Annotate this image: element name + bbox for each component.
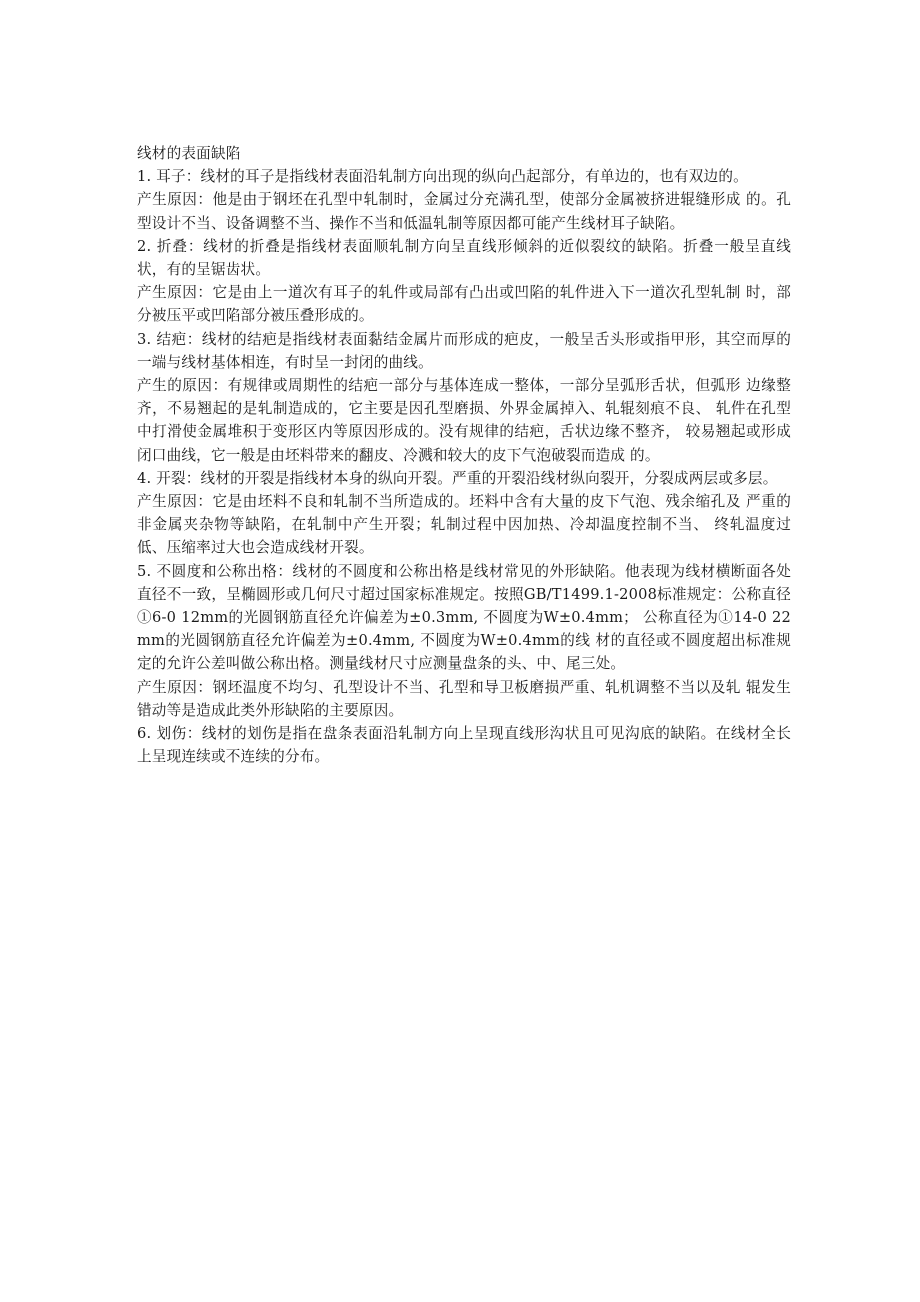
paragraph-fold-cause: 产生原因：它是由上一道次有耳子的轧件或局部有凸出或凹陷的轧件进入下一道次孔型轧制 时，部分被压平或凹陷部分被压叠形成的。 [137, 284, 791, 325]
paragraph-ovality-definition: 5. 不圆度和公称出格：线材的不圆度和公称出格是线材常见的外形缺陷。他表现为线材横断面各处直径不一致，呈椭圆形或几何尺寸超过国家标准规定。按照GB/T1499.1-2008标准规定：公称直径①6-0 12mm的光圆钢筋直径允许偏差为±0.3mm, 不圆度为W±0.4mm； 公称直径为①14-0 22mm的光圆钢筋直径允许偏差为±0.4mm, 不圆度为W±0.4mm的线 材的直径或不圆度超出标准规定的允许公差叫做公称出格。测量线材尺寸应测量盘条的头、中、尾三处。 [137, 562, 791, 673]
paragraph-crack-cause: 产生原因：它是由坯料不良和轧制不当所造成的。坯料中含有大量的皮下气泡、残余缩孔及 严重的非金属夹杂物等缺陷，在轧制中产生开裂；轧制过程中因加热、冷却温度控制不当、 终轧温度过低、压缩率过大也会造成线材开裂。 [137, 493, 791, 557]
document-body [137, 142, 791, 768]
document-title: 线材的表面缺陷 [137, 145, 241, 162]
paragraph-scratch-definition: 6. 划伤：线材的划伤是指在盘条表面沿轧制方向上呈现直线形沟状且可见沟底的缺陷。在线材全长上呈现连续或不连续的分布。 [137, 725, 791, 766]
paragraph-scab-definition: 3. 结疤：线材的结疤是指线材表面黏结金属片而形成的疤皮，一般呈舌头形或指甲形，其空而厚的一端与线材基体相连，有时呈一封闭的曲线。 [137, 330, 791, 371]
paragraph-scab-cause: 产生的原因：有规律或周期性的结疤一部分与基体连成一整体，一部分呈弧形舌状，但弧形 边缘整齐，不易翘起的是轧制造成的，它主要是因孔型磨损、外界金属掉入、轧辊刻痕不良、 轧件在孔型中打滑使金属堆积于变形区内等原因形成的。没有规律的结疤，舌状边缘不整齐， 较易翘起或形成闭口曲线，它一般是由坯料带来的翻皮、冷溅和较大的皮下气泡破裂而造成 的。 [137, 377, 791, 464]
paragraph-ear-definition: 1. 耳子：线材的耳子是指线材表面沿轧制方向出现的纵向凸起部分，有单边的，也有双边的。 [137, 168, 748, 186]
paragraph-ovality-cause: 产生原因：钢坯温度不均匀、孔型设计不当、孔型和导卫板磨损严重、轧机调整不当以及轧 辊发生错动等是造成此类外形缺陷的主要原因。 [137, 678, 791, 719]
paragraph-ear-cause: 产生原因：他是由于钢坯在孔型中轧制时，金属过分充满孔型，使部分金属被挤进辊缝形成 的。孔型设计不当、设备调整不当、操作不当和低温轧制等原因都可能产生线材耳子缺陷。 [137, 191, 791, 232]
paragraph-crack-definition: 4. 开裂：线材的开裂是指线材本身的纵向开裂。严重的开裂沿线材纵向裂开，分裂成两层或多层。 [137, 469, 778, 487]
paragraph-fold-definition: 2. 折叠：线材的折叠是指线材表面顺轧制方向呈直线形倾斜的近似裂纹的缺陷。折叠一般呈直线状，有的呈锯齿状。 [137, 237, 791, 279]
